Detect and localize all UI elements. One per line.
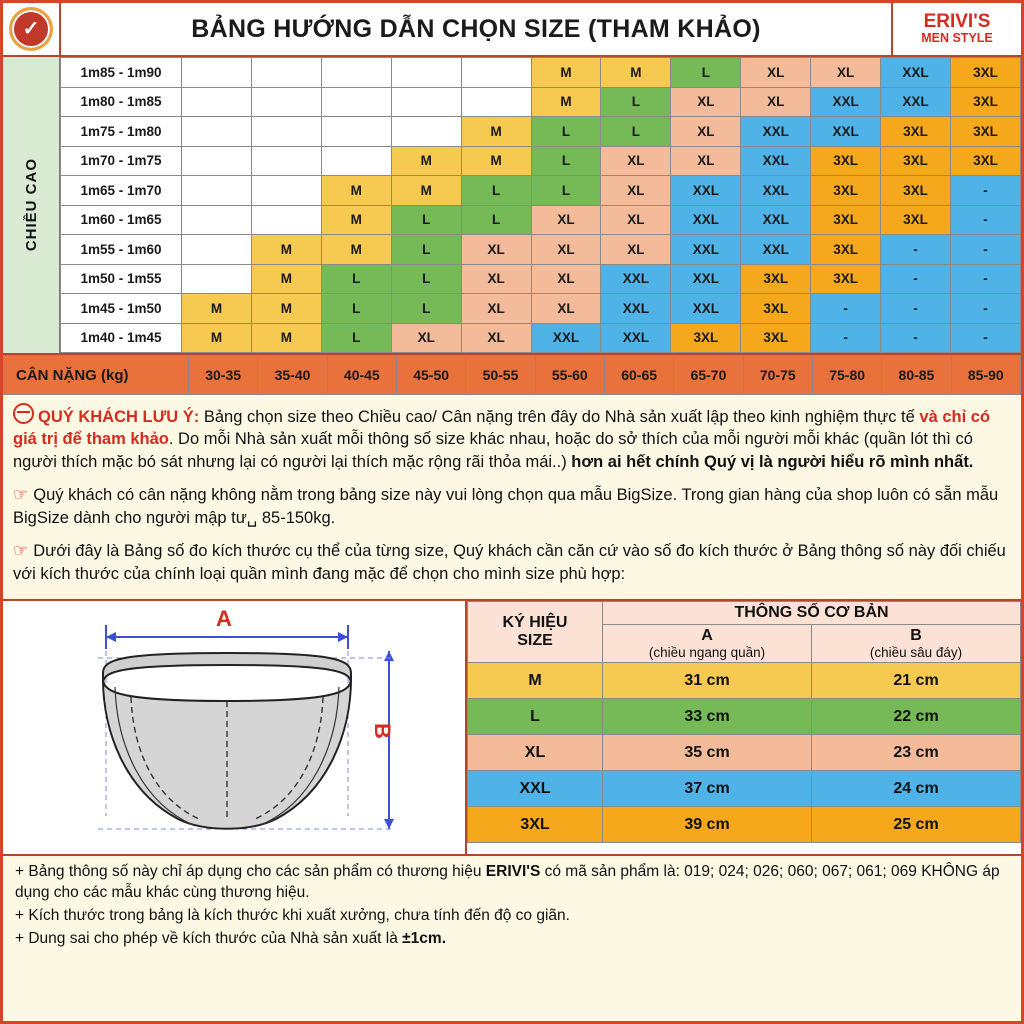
size-cell: XL	[461, 235, 531, 265]
height-range-cell: 1m45 - 1m50	[61, 294, 182, 324]
size-cell: XXL	[671, 264, 741, 294]
size-cell	[182, 264, 252, 294]
size-cell: XXL	[741, 117, 811, 147]
size-cell: L	[531, 176, 601, 206]
table-row	[61, 294, 1021, 324]
weight-axis-label: CÂN NẶNG (kg)	[4, 356, 189, 395]
size-cell: XL	[531, 294, 601, 324]
footer-notes	[3, 856, 1021, 1021]
size-cell	[251, 176, 321, 206]
spec-a-value: 35 cm	[603, 735, 812, 771]
size-cell: XL	[811, 58, 881, 88]
size-cell: 3XL	[881, 176, 951, 206]
table-row	[61, 205, 1021, 235]
spec-col-a-sub: (chiều ngang quần)	[648, 645, 766, 661]
spec-size: XXL	[468, 771, 603, 807]
weight-cell: 85-90	[951, 356, 1020, 395]
spec-col-b-title: B	[910, 627, 922, 645]
size-cell: -	[881, 294, 951, 324]
size-matrix-table	[60, 57, 1021, 353]
size-cell: XXL	[741, 176, 811, 206]
weight-cell: 75-80	[812, 356, 881, 395]
size-cell: 3XL	[951, 117, 1021, 147]
size-cell: 3XL	[951, 58, 1021, 88]
size-cell: XL	[741, 58, 811, 88]
pointing-hand-icon: ☞	[13, 541, 29, 560]
size-cell: XL	[531, 235, 601, 265]
size-cell	[251, 205, 321, 235]
badge-container	[3, 3, 61, 55]
size-cell: 3XL	[741, 323, 811, 353]
spec-col-a-title: A	[701, 627, 713, 645]
spec-a-value: 31 cm	[603, 663, 812, 699]
size-cell: XL	[531, 205, 601, 235]
spec-col-b-sub: (chiều sâu đáy)	[869, 645, 963, 661]
size-cell: L	[391, 294, 461, 324]
note-measure-text: Dưới đây là Bảng số đo kích thước cụ thể của từng size, Quý khách cần căn cứ vào số đo kích thước ở Bảng thông số này đối chiếu với kích thước của chính loại quần mình đang mặc để chọn cho mình size phù hợp:	[13, 542, 1006, 583]
size-cell: XXL	[741, 205, 811, 235]
height-range-cell: 1m60 - 1m65	[61, 205, 182, 235]
size-grid	[3, 57, 1021, 355]
spec-b-value: 22 cm	[812, 699, 1021, 735]
size-cell: M	[321, 205, 391, 235]
size-cell: M	[461, 117, 531, 147]
size-cell: XXL	[881, 58, 951, 88]
check-badge-icon	[9, 7, 53, 51]
table-row	[61, 264, 1021, 294]
spec-key-header	[468, 602, 603, 663]
size-cell: L	[321, 294, 391, 324]
brand-logo	[891, 3, 1021, 55]
diagram-label-a: A	[216, 606, 232, 632]
size-cell: 3XL	[881, 117, 951, 147]
size-cell: XXL	[881, 87, 951, 117]
spec-a-value: 39 cm	[603, 807, 812, 843]
size-cell: 3XL	[881, 146, 951, 176]
table-row	[468, 699, 1021, 735]
height-range-cell: 1m65 - 1m70	[61, 176, 182, 206]
height-range-cell: 1m50 - 1m55	[61, 264, 182, 294]
size-cell: L	[391, 264, 461, 294]
table-row	[468, 807, 1021, 843]
size-cell: M	[321, 176, 391, 206]
size-cell: XXL	[741, 235, 811, 265]
table-row	[61, 323, 1021, 353]
height-range-cell: 1m55 - 1m60	[61, 235, 182, 265]
spec-size: XL	[468, 735, 603, 771]
weight-cell: 65-70	[674, 356, 743, 395]
note-warning-bold: hơn ai hết chính Quý vị là người hiểu rõ mình nhất.	[571, 452, 974, 471]
weight-cell: 40-45	[327, 356, 396, 395]
size-cell: 3XL	[951, 146, 1021, 176]
table-row	[61, 58, 1021, 88]
weight-cell: 35-40	[258, 356, 327, 395]
note-warning-b: . Do mỗi Nhà sản xuất mỗi thông số size khác nhau, hoặc do sở thích của mỗi người mỗi khác (quần lót thì có người thích mặc bó sát nhưng lại có người lại thích mặc rộng rãi thỏa mái..)	[13, 430, 973, 471]
footer-line-1a: + Bảng thông số này chỉ áp dụng cho các sản phẩm có thương hiệu	[15, 863, 486, 881]
spec-a-value: 33 cm	[603, 699, 812, 735]
size-cell: -	[951, 264, 1021, 294]
brand-tagline: MEN STYLE	[921, 31, 993, 46]
size-cell: M	[182, 323, 252, 353]
size-cell: M	[601, 58, 671, 88]
measurement-diagram	[3, 601, 467, 854]
size-cell: L	[601, 117, 671, 147]
size-cell: XL	[461, 294, 531, 324]
size-cell: -	[881, 264, 951, 294]
size-cell: -	[951, 235, 1021, 265]
size-cell	[251, 87, 321, 117]
size-cell: L	[531, 117, 601, 147]
spec-size: M	[468, 663, 603, 699]
size-cell	[321, 58, 391, 88]
weight-cell: 45-50	[396, 356, 465, 395]
table-row	[468, 602, 1021, 625]
spec-table	[467, 601, 1021, 843]
size-cell	[251, 117, 321, 147]
size-cell	[461, 58, 531, 88]
size-cell: XXL	[601, 294, 671, 324]
size-cell: XL	[601, 146, 671, 176]
table-row	[4, 356, 1021, 395]
size-cell: -	[951, 176, 1021, 206]
size-cell: L	[531, 146, 601, 176]
size-cell: 3XL	[741, 294, 811, 324]
size-cell: XL	[601, 176, 671, 206]
size-cell	[251, 146, 321, 176]
weight-cell: 60-65	[604, 356, 673, 395]
table-row	[61, 87, 1021, 117]
size-cell: XXL	[601, 323, 671, 353]
size-cell	[391, 87, 461, 117]
size-cell: 3XL	[811, 146, 881, 176]
size-cell: M	[251, 264, 321, 294]
note-warning-highlight: và chỉ có giá trị để tham khảo	[13, 408, 991, 449]
size-cell: L	[391, 205, 461, 235]
check-glyph: ✓	[22, 18, 40, 40]
size-cell	[251, 58, 321, 88]
footer-tolerance: ±1cm.	[402, 929, 447, 947]
size-cell	[182, 117, 252, 147]
size-cell: L	[601, 87, 671, 117]
height-range-cell: 1m75 - 1m80	[61, 117, 182, 147]
table-row	[61, 117, 1021, 147]
size-cell: XXL	[671, 176, 741, 206]
size-cell: XL	[461, 323, 531, 353]
pointing-hand-icon: ☞	[13, 484, 29, 504]
spec-b-value: 25 cm	[812, 807, 1021, 843]
spec-b-value: 24 cm	[812, 771, 1021, 807]
height-range-cell: 1m70 - 1m75	[61, 146, 182, 176]
size-cell	[182, 205, 252, 235]
size-cell: XL	[531, 264, 601, 294]
size-cell: XXL	[671, 205, 741, 235]
size-cell: XXL	[741, 146, 811, 176]
size-cell: XL	[671, 146, 741, 176]
height-axis-label	[3, 57, 60, 353]
size-cell: M	[182, 294, 252, 324]
size-cell	[182, 58, 252, 88]
footer-brand: ERIVI'S	[485, 863, 541, 881]
size-cell	[321, 146, 391, 176]
notes-section	[3, 395, 1021, 601]
size-cell: XL	[741, 87, 811, 117]
size-cell: XXL	[811, 87, 881, 117]
weight-cell: 55-60	[535, 356, 604, 395]
size-cell: M	[531, 87, 601, 117]
table-row	[61, 176, 1021, 206]
size-cell: 3XL	[671, 323, 741, 353]
size-cell: XL	[461, 264, 531, 294]
size-cell: XL	[671, 117, 741, 147]
size-cell: XXL	[531, 323, 601, 353]
underwear-diagram-svg	[3, 601, 465, 849]
height-range-cell: 1m80 - 1m85	[61, 87, 182, 117]
size-cell: M	[251, 323, 321, 353]
note-warning-a: Bảng chọn size theo Chiều cao/ Cân nặng trên đây do Nhà sản xuất lập theo kinh nghiệm thực tế	[199, 408, 920, 426]
minus-circle-icon	[13, 403, 34, 424]
footer-line-1b: có mã sản phẩm là: 019; 024; 026; 060; 067; 061; 069 KHÔNG áp dụng cho các mẫu khác cùng thương hiệu.	[15, 863, 1000, 902]
spec-main-header: THÔNG SỐ CƠ BẢN	[603, 602, 1021, 625]
size-cell: XL	[671, 87, 741, 117]
table-row	[468, 663, 1021, 699]
weight-cell: 80-85	[882, 356, 951, 395]
size-cell	[461, 87, 531, 117]
spec-size: 3XL	[468, 807, 603, 843]
note-warning-prefix: QUÝ KHÁCH LƯU Ý:	[38, 408, 200, 426]
size-cell	[391, 117, 461, 147]
size-cell	[391, 58, 461, 88]
size-cell: XXL	[671, 294, 741, 324]
size-cell: M	[461, 146, 531, 176]
note-bigsize	[13, 484, 1011, 529]
size-cell: 3XL	[881, 205, 951, 235]
size-cell: 3XL	[741, 264, 811, 294]
size-cell: -	[881, 323, 951, 353]
size-cell: 3XL	[951, 87, 1021, 117]
weight-cell: 50-55	[466, 356, 535, 395]
note-warning	[13, 403, 1011, 473]
size-cell: XL	[391, 323, 461, 353]
table-row	[468, 735, 1021, 771]
size-cell: XL	[601, 235, 671, 265]
size-cell: L	[461, 205, 531, 235]
size-cell	[182, 87, 252, 117]
size-cell: -	[951, 323, 1021, 353]
size-cell: XL	[601, 205, 671, 235]
size-cell: L	[391, 235, 461, 265]
size-cell	[182, 235, 252, 265]
footer-line-3a: + Dung sai cho phép về kích thước của Nhà sản xuất là	[15, 929, 403, 947]
size-cell: M	[391, 176, 461, 206]
size-cell: -	[811, 294, 881, 324]
footer-line-1	[15, 862, 1009, 904]
size-cell: -	[881, 235, 951, 265]
brand-name: ERIVI'S	[923, 10, 991, 32]
table-row	[61, 235, 1021, 265]
footer-line-2: + Kích thước trong bảng là kích thước khi xuất xưởng, chưa tính đến độ co giãn.	[15, 907, 570, 925]
size-cell: -	[951, 205, 1021, 235]
spec-key-line2: SIZE	[517, 632, 553, 650]
size-cell: 3XL	[811, 205, 881, 235]
spec-b-value: 23 cm	[812, 735, 1021, 771]
weight-cell: 30-35	[189, 356, 258, 395]
size-cell: XXL	[601, 264, 671, 294]
bottom-section	[3, 601, 1021, 856]
spec-col-a	[603, 625, 812, 663]
size-cell: 3XL	[811, 235, 881, 265]
weight-cell: 70-75	[743, 356, 812, 395]
spec-a-value: 37 cm	[603, 771, 812, 807]
height-range-cell: 1m40 - 1m45	[61, 323, 182, 353]
height-range-cell: 1m85 - 1m90	[61, 58, 182, 88]
size-cell: L	[461, 176, 531, 206]
size-cell: M	[391, 146, 461, 176]
size-cell: M	[531, 58, 601, 88]
diagram-label-b: B	[370, 723, 395, 740]
size-cell: L	[321, 323, 391, 353]
size-cell: M	[251, 235, 321, 265]
header	[3, 3, 1021, 57]
size-cell: L	[321, 264, 391, 294]
table-row	[61, 146, 1021, 176]
height-axis-text: CHIỀU CAO	[22, 158, 40, 252]
size-cell	[182, 176, 252, 206]
size-cell	[321, 117, 391, 147]
weight-row-table	[3, 355, 1021, 395]
size-cell: -	[811, 323, 881, 353]
size-cell: XXL	[671, 235, 741, 265]
table-row	[468, 771, 1021, 807]
footer-line-3	[15, 929, 1009, 950]
size-cell: XXL	[811, 117, 881, 147]
spec-b-value: 21 cm	[812, 663, 1021, 699]
size-cell	[182, 146, 252, 176]
spec-key-line1: KÝ HIỆU	[502, 613, 568, 631]
spec-col-b	[812, 625, 1021, 663]
size-cell: -	[951, 294, 1021, 324]
spec-table-wrap	[467, 601, 1021, 854]
size-cell: 3XL	[811, 176, 881, 206]
size-cell: M	[321, 235, 391, 265]
note-bigsize-text: Quý khách có cân nặng không nằm trong bảng size này vui lòng chọn qua mẫu BigSize. Trong gian hàng của shop luôn có sẵn mẫu BigSize dành cho người mập tư␣ 85-150kg.	[13, 485, 999, 527]
note-measure	[13, 540, 1011, 585]
size-cell: L	[671, 58, 741, 88]
size-cell: 3XL	[811, 264, 881, 294]
size-cell	[321, 87, 391, 117]
page-title: BẢNG HƯỚNG DẪN CHỌN SIZE (THAM KHẢO)	[191, 14, 761, 43]
spec-size: L	[468, 699, 603, 735]
size-cell: M	[251, 294, 321, 324]
